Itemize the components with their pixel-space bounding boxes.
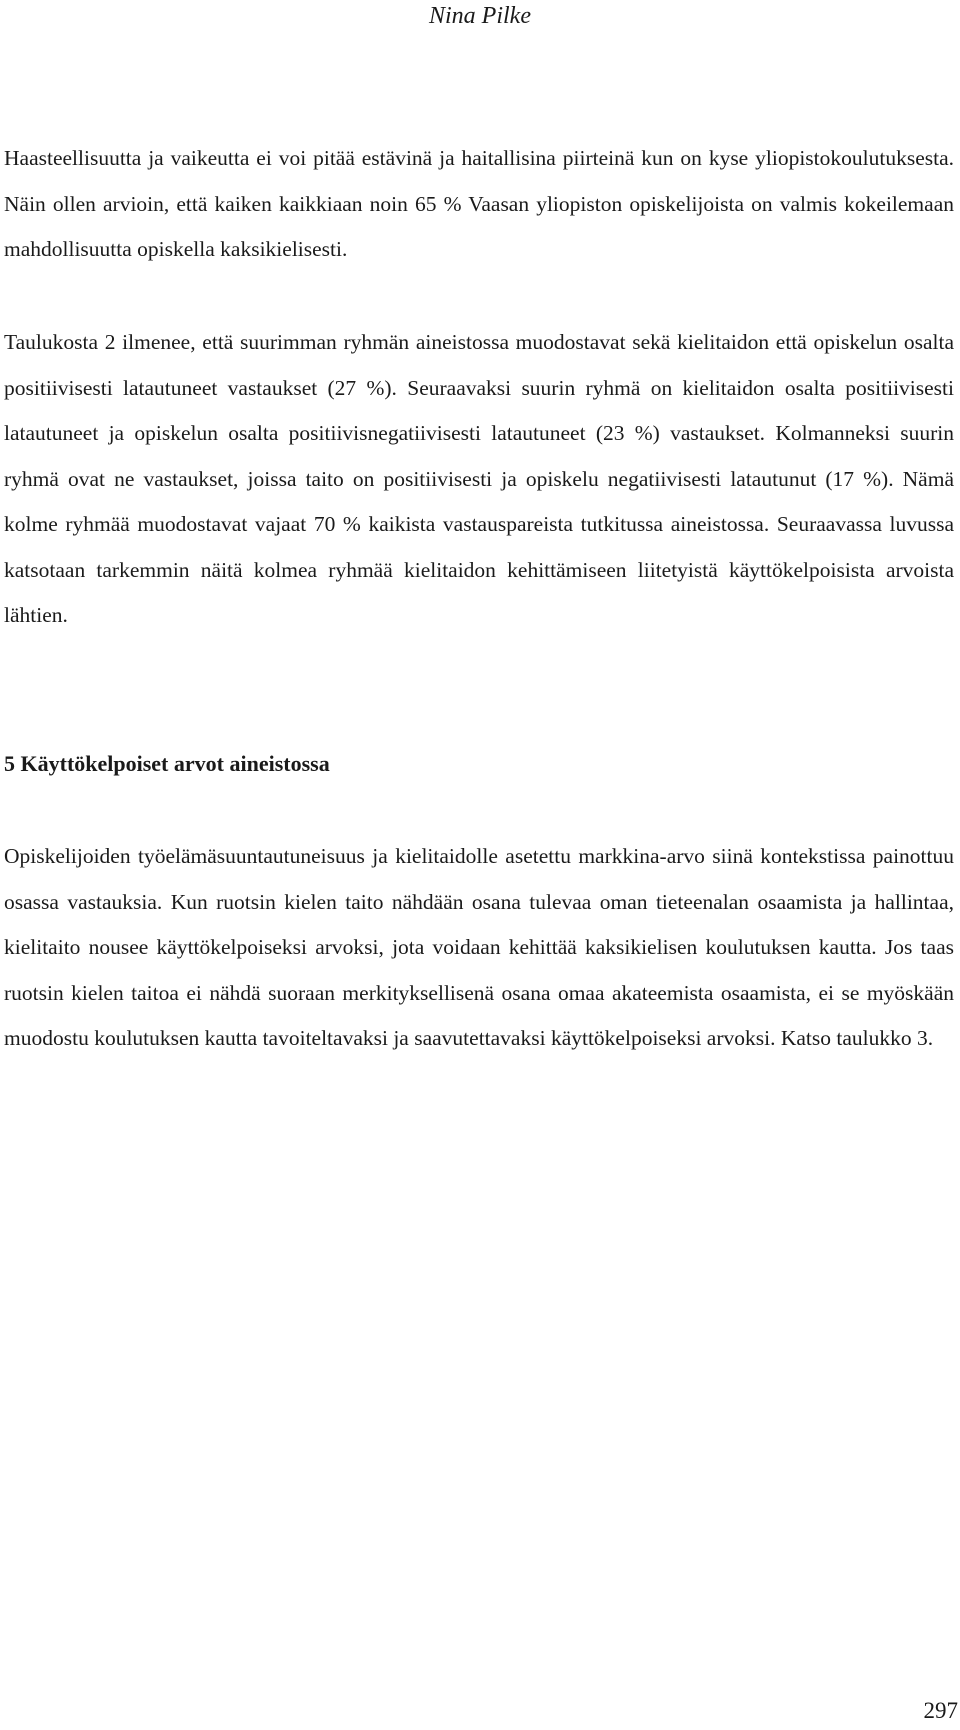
section-heading-block xyxy=(4,748,954,780)
paragraph-intro xyxy=(4,136,954,273)
paragraph-2: Taulukosta 2 ilmenee, että suurimman ryhmän aineistossa muodostavat sekä kielitaidon että opiskelun osalta positiivisesti latautuneet vastaukset (27 %). Seuraavaksi suurin ryhmä on kielitaidon osalta positiivisesti latautuneet ja opiskelun osalta positiivisnegatiivisesti latautuneet (23 %) vastaukset. Kolmanneksi suurin ryhmä ovat ne vastaukset, joissa taito on positiivisesti ja opiskelu negatiivisesti latautunut (17 %). Nämä kolme ryhmää muodostavat vajaat 70 % kaikista vastauspareista tutkitussa aineistossa. Seuraavassa luvussa katsotaan tarkemmin näitä kolmea ryhmää kielitaidon kehittämiseen liitetyistä käyttökelpoisista arvoista lähtien. xyxy=(4,330,954,627)
page-number: 297 xyxy=(923,1698,958,1723)
paragraph-1: Haasteellisuutta ja vaikeutta ei voi pitää estävinä ja haitallisina piirteinä kun on kyse yliopistokoulutuksesta. Näin ollen arvioin, että kaiken kaikkiaan noin 65 % Vaasan yliopiston opiskelijoista on valmis kokeilemaan mahdollisuutta opiskella kaksikielisesti. xyxy=(4,146,954,261)
paragraph-section-body xyxy=(4,834,954,1062)
running-head-author: Nina Pilke xyxy=(429,3,531,29)
paragraph-table-summary xyxy=(4,320,954,639)
paragraph-3: Opiskelijoiden työelämäsuuntautuneisuus ja kielitaidolle asetettu markkina-arvo siinä kontekstissa painottuu osassa vastauksia. Kun ruotsin kielen taito nähdään osana tulevaa oman tieteenalan osaamista ja hallintaa, kielitaito nousee käyttökelpoiseksi arvoksi, jota voidaan kehittää kaksikielisen koulutuksen kautta. Jos taas ruotsin kielen taitoa ei nähdä suoraan merkityksellisenä osana omaa akateemista osaamista, ei se myöskään muodostu koulutuksen kautta tavoiteltavaksi ja saavutettavaksi käyttökelpoiseksi arvoksi. Katso taulukko 3. xyxy=(4,844,954,1050)
section-heading: 5 Käyttökelpoiset arvot aineistossa xyxy=(4,751,330,776)
